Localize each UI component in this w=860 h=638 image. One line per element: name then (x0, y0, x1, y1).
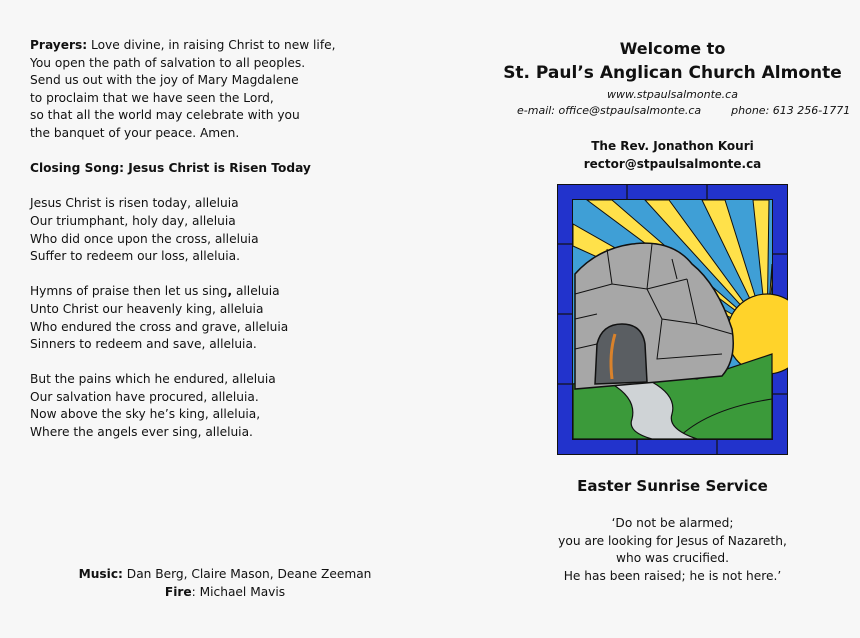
spacer (30, 178, 430, 196)
closing-song-title: Closing Song: Jesus Christ is Risen Today (30, 161, 311, 176)
hymn-line: Suffer to redeem our loss, alleluia. (30, 249, 241, 264)
prayers-label: Prayers: (30, 38, 88, 52)
prayers-text: Love divine, in raising Christ to new life, (91, 38, 336, 52)
prayers-line: to proclaim that we have seen the Lord, (30, 90, 274, 105)
spacer (30, 143, 430, 161)
rector-info (500, 137, 845, 173)
hymn-comma: , (227, 284, 233, 299)
rector-email: rector@stpaulsalmonte.ca (583, 157, 762, 171)
hymn-line (30, 283, 430, 301)
service-title: Easter Sunrise Service (577, 477, 768, 495)
quote-line: He has been raised; he is not here.’ (563, 568, 782, 583)
spacer (30, 354, 430, 372)
phone-text: phone: 613 256-1771 (731, 104, 851, 117)
church-name: St. Paul’s Anglican Church Almonte (503, 63, 842, 83)
prayers-line: You open the path of salvation to all peoples. (30, 55, 306, 70)
contact-line (517, 104, 851, 117)
fire-credit (60, 584, 390, 602)
hymn-text: Hymns of praise then let us sing (30, 284, 228, 299)
music-credit (60, 566, 390, 584)
stained-glass-window-image (557, 184, 788, 455)
prayers-line: Send us out with the joy of Mary Magdalene (30, 73, 299, 88)
fire-label: Fire (164, 584, 192, 599)
hymn-line: Unto Christ our heavenly king, alleluia (30, 301, 264, 316)
website-text: www.stpaulsalmonte.ca (607, 88, 738, 101)
fire-names: : Michael Mavis (191, 584, 286, 599)
welcome-heading: Welcome to (619, 39, 726, 58)
hymn-line: Now above the sky he’s king, alleluia, (30, 407, 261, 422)
window-tomb (595, 324, 647, 384)
hymn-line: Where the angels ever sing, alleluia. (30, 425, 253, 440)
rector-name: The Rev. Jonathon Kouri (591, 139, 754, 153)
hymn-line: Our triumphant, holy day, alleluia (30, 213, 236, 228)
email-text: e-mail: office@stpaulsalmonte.ca (517, 104, 702, 117)
music-label: Music: (78, 567, 123, 581)
music-names: Dan Berg, Claire Mason, Deane Zeeman (122, 567, 372, 581)
spacer (30, 266, 430, 284)
hymn-line: But the pains which he endured, alleluia (30, 372, 276, 387)
quote-line: who was crucified. (616, 551, 729, 566)
quote-line: you are looking for Jesus of Nazareth, (558, 533, 787, 548)
prayers-line: so that all the world may celebrate with you (30, 108, 300, 123)
prayers-column (30, 37, 430, 442)
credits (60, 566, 390, 601)
quote-line: ‘Do not be alarmed; (611, 516, 734, 530)
hymn-line: Our salvation have procured, alleluia. (30, 389, 259, 404)
prayers-line (30, 37, 430, 55)
scripture-quote (500, 515, 845, 585)
hymn-line: Who did once upon the cross, alleluia (30, 231, 259, 246)
hymn-text: alleluia (232, 284, 280, 299)
prayers-line: the banquet of your peace. Amen. (30, 125, 240, 140)
hymn-line: Sinners to redeem and save, alleluia. (30, 337, 257, 352)
hymn-line: Who endured the cross and grave, alleluia (30, 319, 289, 334)
hymn-line: Jesus Christ is risen today, alleluia (30, 196, 239, 211)
